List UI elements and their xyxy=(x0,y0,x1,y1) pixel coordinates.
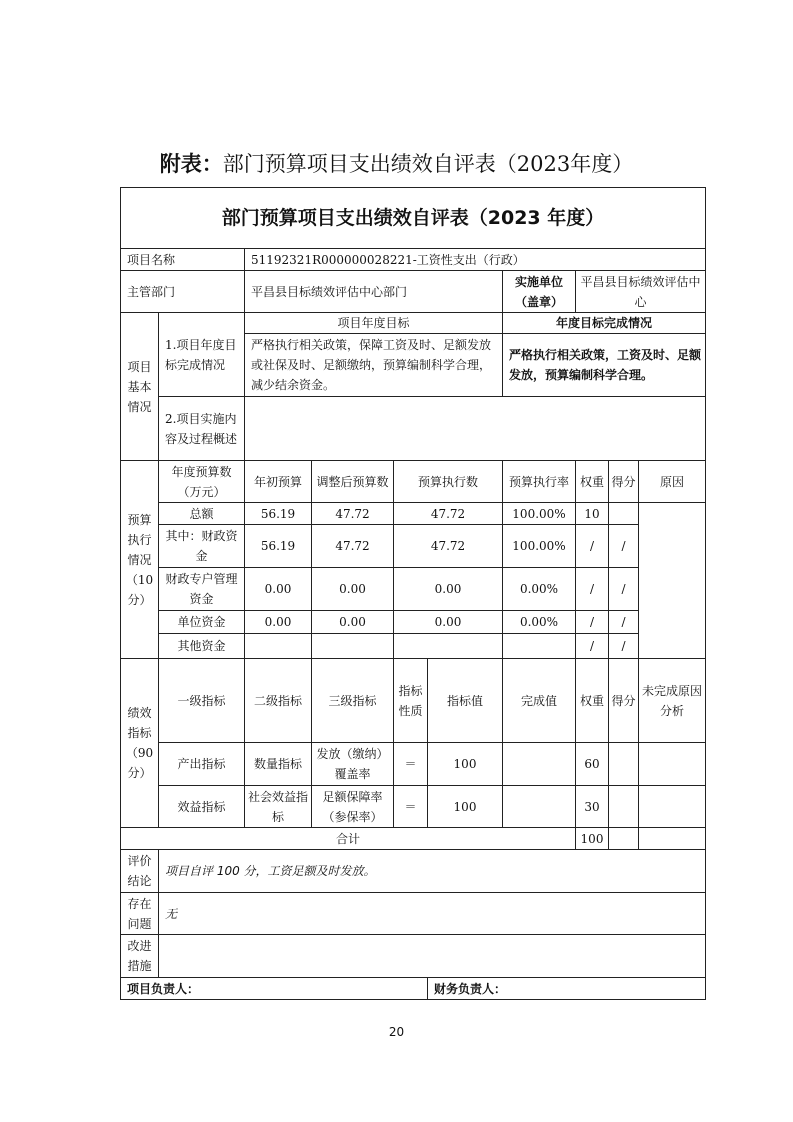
budget-label: 其他资金 xyxy=(159,634,245,659)
project-name-label: 项目名称 xyxy=(121,249,245,271)
heading-prefix: 附表： xyxy=(159,151,223,176)
budget-reason xyxy=(639,503,706,659)
perf-nature: ＝ xyxy=(394,743,428,786)
perf-header: 三级指标 xyxy=(312,659,394,743)
budget-executed: 47.72 xyxy=(394,503,503,525)
page-heading xyxy=(0,148,793,178)
budget-label: 总额 xyxy=(159,503,245,525)
budget-header: 预算执行数 xyxy=(394,461,503,503)
goal-text: 严格执行相关政策，保障工资及时、足额发放或社保及时、足额缴纳，预算编制科学合理，减少结余资金。 xyxy=(245,334,503,397)
perf-reason xyxy=(639,786,706,828)
total-label: 合计 xyxy=(121,828,576,850)
perf-header: 未完成原因分析 xyxy=(639,659,706,743)
budget-label: 其中：财政资金 xyxy=(159,525,245,568)
goal-label: 1.项目年度目标完成情况 xyxy=(159,313,245,397)
page-number: 20 xyxy=(388,1025,405,1039)
unit-label: 实施单位（盖章） xyxy=(503,271,576,313)
goal-header: 项目年度目标 xyxy=(245,313,503,334)
heading-text: 部门预算项目支出绩效自评表（2023年度） xyxy=(222,152,634,176)
perf-level1: 产出指标 xyxy=(159,743,245,786)
budget-score: / xyxy=(609,525,639,568)
perf-nature: ＝ xyxy=(394,786,428,828)
total-weight: 100 xyxy=(576,828,609,850)
perf-level3: 发放（缴纳）覆盖率 xyxy=(312,743,394,786)
perf-level2: 社会效益指标 xyxy=(245,786,312,828)
budget-header: 调整后预算数 xyxy=(312,461,394,503)
budget-weight: / xyxy=(576,525,609,568)
budget-adjusted xyxy=(312,634,394,659)
perf-score xyxy=(609,786,639,828)
perf-actual xyxy=(503,743,576,786)
perf-weight: 30 xyxy=(576,786,609,828)
problems-text: 无 xyxy=(159,893,706,935)
budget-header: 年初预算 xyxy=(245,461,312,503)
budget-executed: 47.72 xyxy=(394,525,503,568)
budget-weight: / xyxy=(576,568,609,611)
budget-label: 财政专户管理资金 xyxy=(159,568,245,611)
self-evaluation-table xyxy=(120,187,706,1000)
budget-weight: / xyxy=(576,611,609,634)
budget-initial: 56.19 xyxy=(245,503,312,525)
perf-header: 指标值 xyxy=(428,659,503,743)
perf-level3: 足额保障率（参保率） xyxy=(312,786,394,828)
total-reason xyxy=(639,828,706,850)
budget-rate: 0.00% xyxy=(503,611,576,634)
perf-level1: 效益指标 xyxy=(159,786,245,828)
conclusion-label: 评价结论 xyxy=(121,850,159,893)
budget-adjusted: 0.00 xyxy=(312,568,394,611)
budget-score: / xyxy=(609,634,639,659)
budget-score: / xyxy=(609,611,639,634)
budget-adjusted: 47.72 xyxy=(312,525,394,568)
perf-level2: 数量指标 xyxy=(245,743,312,786)
perf-score xyxy=(609,743,639,786)
budget-adjusted: 0.00 xyxy=(312,611,394,634)
improvements-text xyxy=(159,935,706,978)
budget-executed: 0.00 xyxy=(394,568,503,611)
dept-value: 平昌县目标绩效评估中心部门 xyxy=(245,271,503,313)
budget-initial: 0.00 xyxy=(245,611,312,634)
project-lead-label: 项目负责人： xyxy=(121,978,428,1000)
budget-rate xyxy=(503,634,576,659)
budget-executed: 0.00 xyxy=(394,611,503,634)
budget-header: 得分 xyxy=(609,461,639,503)
done-header: 年度目标完成情况 xyxy=(503,313,706,334)
finance-lead-label: 财务负责人： xyxy=(428,978,706,1000)
budget-rate: 100.00% xyxy=(503,525,576,568)
budget-row xyxy=(121,611,706,634)
budget-adjusted: 47.72 xyxy=(312,503,394,525)
perf-target: 100 xyxy=(428,786,503,828)
budget-section-label: 预算执行情况（10分） xyxy=(121,461,159,659)
budget-row xyxy=(121,568,706,611)
perf-target: 100 xyxy=(428,743,503,786)
budget-header: 权重 xyxy=(576,461,609,503)
performance-section-label: 绩效指标（90分） xyxy=(121,659,159,828)
budget-label: 单位资金 xyxy=(159,611,245,634)
budget-header: 预算执行率 xyxy=(503,461,576,503)
perf-header: 二级指标 xyxy=(245,659,312,743)
problems-label: 存在问题 xyxy=(121,893,159,935)
dept-label: 主管部门 xyxy=(121,271,245,313)
budget-row xyxy=(121,525,706,568)
conclusion-text: 项目自评 100 分，工资足额及时发放。 xyxy=(159,850,706,893)
perf-weight: 60 xyxy=(576,743,609,786)
budget-weight: / xyxy=(576,634,609,659)
budget-initial: 56.19 xyxy=(245,525,312,568)
impl-label: 2.项目实施内容及过程概述 xyxy=(159,397,245,461)
perf-row xyxy=(121,786,706,828)
budget-initial: 0.00 xyxy=(245,568,312,611)
perf-header: 一级指标 xyxy=(159,659,245,743)
perf-actual xyxy=(503,786,576,828)
perf-header: 得分 xyxy=(609,659,639,743)
budget-rate: 100.00% xyxy=(503,503,576,525)
perf-header: 指标性质 xyxy=(394,659,428,743)
budget-header: 原因 xyxy=(639,461,706,503)
done-text: 严格执行相关政策，工资及时、足额发放，预算编制科学合理。 xyxy=(503,334,706,397)
impl-text xyxy=(245,397,706,461)
total-score xyxy=(609,828,639,850)
budget-header: 年度预算数（万元） xyxy=(159,461,245,503)
perf-row xyxy=(121,743,706,786)
budget-row xyxy=(121,634,706,659)
budget-row xyxy=(121,503,706,525)
improvements-label: 改进措施 xyxy=(121,935,159,978)
budget-rate: 0.00% xyxy=(503,568,576,611)
budget-score: / xyxy=(609,568,639,611)
basic-section-label: 项目基本情况 xyxy=(121,313,159,461)
budget-initial xyxy=(245,634,312,659)
budget-executed xyxy=(394,634,503,659)
table-title: 部门预算项目支出绩效自评表（2023 年度） xyxy=(121,188,706,249)
budget-weight: 10 xyxy=(576,503,609,525)
project-name-value: 51192321R000000028221-工资性支出（行政） xyxy=(245,249,706,271)
perf-reason xyxy=(639,743,706,786)
perf-header: 完成值 xyxy=(503,659,576,743)
budget-score xyxy=(609,503,639,525)
perf-header: 权重 xyxy=(576,659,609,743)
unit-value: 平昌县目标绩效评估中心 xyxy=(576,271,706,313)
